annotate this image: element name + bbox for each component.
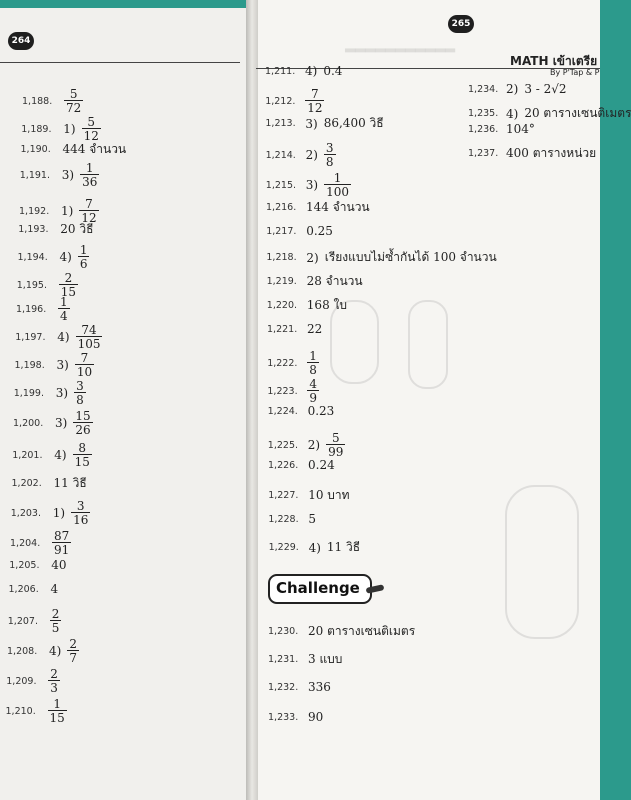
answer-choice: 4) xyxy=(57,330,70,344)
answer-number: 1,232. xyxy=(268,681,299,693)
fraction xyxy=(326,432,345,458)
fraction xyxy=(307,350,319,376)
answer-text: 336 xyxy=(308,680,331,694)
answer-text: 20 ตารางเซนติเมตร xyxy=(308,624,416,638)
answer-number: 1,207. xyxy=(7,615,38,627)
answer-number: 1,213. xyxy=(265,118,296,129)
answer-text: 0.24 xyxy=(308,458,335,472)
denominator: 26 xyxy=(75,423,91,437)
answer-value xyxy=(307,322,322,336)
fraction xyxy=(78,244,90,270)
numerator: 7 xyxy=(311,87,319,101)
book-gutter xyxy=(246,0,258,800)
header-subtitle: By P'Tap & P xyxy=(550,68,600,77)
challenge-banner xyxy=(268,574,372,604)
denominator: 36 xyxy=(82,175,98,189)
answer-choice: 4) xyxy=(49,644,62,658)
answer-value xyxy=(55,410,93,436)
answer-value xyxy=(54,442,92,468)
answer-text: 86,400 วิธี xyxy=(323,116,384,130)
numerator: 74 xyxy=(81,323,97,337)
answer-value xyxy=(506,104,631,123)
fraction xyxy=(50,608,62,634)
answer-value xyxy=(308,710,323,724)
denominator: 12 xyxy=(83,129,99,143)
answer-text: 20 ตารางเซนติเมตร xyxy=(524,106,631,120)
answer-number: 1,195. xyxy=(16,279,47,291)
answer-value xyxy=(307,350,319,376)
numerator: 1 xyxy=(333,171,342,185)
answer-value xyxy=(57,324,102,350)
answer-row xyxy=(11,500,91,526)
answer-choice: 1) xyxy=(61,204,74,218)
numerator: 2 xyxy=(64,271,73,285)
answer-row xyxy=(18,244,90,270)
fraction xyxy=(76,324,103,350)
answer-number: 1,196. xyxy=(16,303,47,315)
numerator: 7 xyxy=(85,197,93,211)
denominator: 12 xyxy=(307,101,323,115)
answer-text: 10 บาท xyxy=(308,488,350,502)
fraction xyxy=(74,380,86,406)
answer-row xyxy=(267,378,319,404)
answer-choice: 2) xyxy=(506,82,519,96)
answer-value xyxy=(58,296,70,322)
answer-value xyxy=(63,116,101,142)
answer-value xyxy=(309,538,360,557)
answer-value xyxy=(308,680,331,694)
challenge-answer-row xyxy=(268,710,323,724)
answer-number: 1,191. xyxy=(19,169,50,181)
answer-number: 1,231. xyxy=(268,654,299,665)
answer-value xyxy=(306,248,496,267)
answer-text: 4 xyxy=(50,582,59,596)
answer-value xyxy=(308,404,335,418)
side-answer-row xyxy=(468,122,535,136)
answer-row xyxy=(269,538,360,557)
answer-number: 1,214. xyxy=(265,149,296,161)
answer-row xyxy=(267,296,347,315)
answer-value xyxy=(57,352,95,378)
challenge-answer-row xyxy=(268,650,342,669)
numerator: 1 xyxy=(60,295,68,309)
answer-number: 1,212. xyxy=(265,95,296,107)
answer-row xyxy=(8,608,62,634)
answer-text: 0.23 xyxy=(307,404,335,418)
answer-number: 1,237. xyxy=(468,148,499,159)
denominator: 4 xyxy=(60,309,68,323)
answer-value xyxy=(506,144,596,163)
answer-choice: 4) xyxy=(305,64,318,78)
numerator: 1 xyxy=(309,349,317,363)
numerator: 5 xyxy=(87,115,96,129)
answer-number: 1,203. xyxy=(10,507,41,519)
answer-choice: 2) xyxy=(306,250,319,265)
answer-row xyxy=(20,162,100,188)
answer-number: 1,227. xyxy=(268,490,299,501)
answer-number: 1,210. xyxy=(5,705,36,717)
fraction xyxy=(64,88,83,114)
answer-value xyxy=(62,162,100,188)
answer-value xyxy=(51,582,59,596)
cartoon-sketch-ninja xyxy=(505,485,579,639)
answer-row xyxy=(267,350,319,376)
show-through-text: ▂▂▂▂▂▂▂▂▂▂▂ xyxy=(345,38,455,53)
answer-number: 1,233. xyxy=(268,711,299,723)
side-answer-row xyxy=(468,82,567,96)
denominator: 100 xyxy=(326,185,350,199)
answer-text: เรียงแบบไม่ซ้ำกันได้ 100 จำนวน xyxy=(324,250,497,264)
answer-number: 1,220. xyxy=(266,300,298,311)
answer-row xyxy=(268,432,346,458)
denominator: 10 xyxy=(76,365,93,379)
answer-row xyxy=(12,442,92,468)
answer-row xyxy=(265,64,342,78)
answer-number: 1,217. xyxy=(266,225,297,237)
answer-number: 1,208. xyxy=(7,645,38,657)
answer-number: 1,209. xyxy=(6,675,37,687)
answer-choice: 1) xyxy=(52,506,66,520)
answer-value xyxy=(305,88,324,114)
answer-row xyxy=(7,638,79,664)
answer-row xyxy=(15,352,95,378)
fraction xyxy=(75,352,94,378)
numerator: 2 xyxy=(69,637,77,651)
answer-text: 144 จำนวน xyxy=(306,200,370,214)
answer-value xyxy=(506,122,535,136)
answer-row xyxy=(9,582,59,596)
challenge-answer-row xyxy=(268,680,331,694)
answer-number: 1,219. xyxy=(266,276,297,287)
answer-text: 5 xyxy=(308,512,317,526)
answer-choice: 1) xyxy=(63,122,76,136)
denominator: 72 xyxy=(66,101,82,115)
answer-number: 1,225. xyxy=(267,439,299,451)
answer-text: 0.4 xyxy=(323,64,343,78)
answer-row xyxy=(266,142,336,168)
numerator: 2 xyxy=(51,607,60,621)
fraction xyxy=(48,698,67,724)
answer-number: 1,194. xyxy=(17,251,48,263)
answer-row xyxy=(22,88,83,114)
answer-value xyxy=(53,500,91,526)
right-page-number: 265 xyxy=(448,15,474,33)
answer-choice: 4) xyxy=(506,106,519,121)
answer-row xyxy=(21,140,127,159)
answer-row xyxy=(14,380,86,406)
answer-value xyxy=(51,558,66,572)
answer-choice: 3) xyxy=(56,358,69,372)
numerator: 5 xyxy=(69,87,78,101)
answer-value xyxy=(56,380,86,406)
answer-number: 1,204. xyxy=(10,537,41,549)
answer-number: 1,205. xyxy=(9,559,40,571)
answer-text: 0.25 xyxy=(306,224,333,238)
answer-row xyxy=(268,404,335,418)
numerator: 15 xyxy=(75,409,91,423)
fraction xyxy=(52,530,71,556)
answer-row xyxy=(17,272,78,298)
fraction xyxy=(305,88,324,114)
answer-choice: 3) xyxy=(305,116,318,131)
denominator: 99 xyxy=(328,445,344,459)
numerator: 1 xyxy=(79,243,88,257)
answer-value xyxy=(50,608,62,634)
answer-row xyxy=(266,172,351,198)
answer-number: 1,236. xyxy=(468,123,499,135)
answer-value xyxy=(308,650,342,669)
answer-text: 168 ใบ xyxy=(306,298,347,312)
answer-row xyxy=(265,114,383,133)
answer-number: 1,200. xyxy=(13,417,44,429)
answer-text: 22 xyxy=(307,322,323,336)
answer-row xyxy=(18,220,93,239)
answer-number: 1,230. xyxy=(268,626,299,637)
answer-row xyxy=(16,296,70,322)
fraction xyxy=(67,638,79,664)
answer-row xyxy=(15,324,102,350)
answer-number: 1,229. xyxy=(268,542,299,553)
answer-row xyxy=(266,224,333,238)
answer-number: 1,234. xyxy=(468,83,499,95)
answer-text: 400 ตารางหน่วย xyxy=(506,146,597,160)
numerator: 3 xyxy=(325,141,334,155)
answer-row xyxy=(265,88,324,114)
cartoon-sketch-right xyxy=(408,300,448,389)
answer-number: 1,224. xyxy=(267,405,298,417)
answer-value xyxy=(305,114,383,133)
denominator: 15 xyxy=(49,711,65,725)
fraction xyxy=(58,296,70,322)
answer-number: 1,211. xyxy=(265,65,296,77)
answer-number: 1,226. xyxy=(268,459,299,471)
answer-value xyxy=(306,198,370,217)
answer-number: 1,201. xyxy=(12,449,43,461)
answer-row xyxy=(268,486,349,505)
answer-number: 1,235. xyxy=(468,108,499,119)
denominator: 105 xyxy=(77,337,101,351)
answer-row xyxy=(6,668,60,694)
answer-row xyxy=(13,410,93,436)
answer-value xyxy=(308,432,346,458)
numerator: 87 xyxy=(54,529,70,543)
denominator: 8 xyxy=(325,155,334,169)
answer-row xyxy=(12,474,87,493)
answer-row xyxy=(21,116,101,142)
answer-value xyxy=(54,474,87,493)
denominator: 12 xyxy=(81,211,97,225)
fraction xyxy=(73,442,92,468)
answer-row xyxy=(266,198,370,217)
answer-number: 1,222. xyxy=(267,357,298,369)
answer-number: 1,228. xyxy=(268,513,299,525)
numerator: 4 xyxy=(309,377,318,391)
numerator: 2 xyxy=(50,667,58,681)
answer-row xyxy=(268,458,335,472)
answer-choice: 3) xyxy=(305,178,319,192)
numerator: 8 xyxy=(78,441,87,455)
answer-value xyxy=(49,638,79,664)
fraction xyxy=(71,500,90,526)
answer-text: 104° xyxy=(506,122,535,136)
answer-text: 11 วิธี xyxy=(326,540,361,554)
answer-value xyxy=(306,172,351,198)
denominator: 16 xyxy=(73,513,89,527)
answer-text: 20 วิธี xyxy=(60,222,94,236)
answer-number: 1,197. xyxy=(15,331,46,343)
answer-value xyxy=(64,88,83,114)
numerator: 5 xyxy=(331,431,340,445)
answer-value xyxy=(308,458,335,472)
challenge-answer-row xyxy=(268,622,415,641)
numerator: 3 xyxy=(76,379,84,393)
answer-number: 1,221. xyxy=(267,323,298,335)
denominator: 5 xyxy=(51,621,60,635)
header-title: MATH เข้าเตรีย xyxy=(510,54,598,68)
answer-number: 1,190. xyxy=(20,144,51,155)
answer-value xyxy=(60,220,93,239)
answer-row xyxy=(10,530,71,556)
answer-value xyxy=(307,378,319,404)
answer-value xyxy=(308,486,349,505)
denominator: 3 xyxy=(50,681,58,695)
answer-choice: 2) xyxy=(307,438,321,452)
answer-value xyxy=(307,272,363,291)
answer-number: 1,188. xyxy=(22,95,53,107)
fraction xyxy=(48,668,60,694)
fraction xyxy=(73,410,92,436)
denominator: 6 xyxy=(79,257,88,271)
fraction xyxy=(307,378,319,404)
answer-value xyxy=(63,140,127,159)
denominator: 91 xyxy=(54,543,70,557)
answer-value xyxy=(48,698,67,724)
answer-text: 3 แบบ xyxy=(308,652,343,666)
answer-choice: 3) xyxy=(61,168,75,182)
numerator: 1 xyxy=(85,161,94,175)
answer-number: 1,202. xyxy=(11,478,42,489)
answer-choice: 4) xyxy=(54,448,67,462)
answer-number: 1,215. xyxy=(265,179,297,191)
answer-row xyxy=(266,248,496,267)
side-answer-row xyxy=(468,104,631,123)
answer-number: 1,189. xyxy=(21,123,52,135)
answer-value xyxy=(308,622,415,641)
left-page-number: 264 xyxy=(8,32,34,50)
answer-number: 1,193. xyxy=(18,224,49,235)
side-answer-row xyxy=(468,144,596,163)
answer-number: 1,218. xyxy=(266,252,297,263)
denominator: 7 xyxy=(69,651,77,665)
answer-value xyxy=(306,142,336,168)
answer-choice: 4) xyxy=(59,250,72,264)
answer-value xyxy=(307,296,347,315)
challenge-label: Challenge xyxy=(276,579,360,597)
denominator: 15 xyxy=(74,455,90,469)
fraction xyxy=(80,162,99,188)
answer-row xyxy=(9,558,66,572)
answer-value xyxy=(305,64,342,78)
answer-text: 3 - 2√2 xyxy=(524,82,567,96)
answer-text: 11 วิธี xyxy=(53,476,87,490)
answer-text: 28 จำนวน xyxy=(306,274,363,288)
answer-value xyxy=(52,530,71,556)
denominator: 9 xyxy=(309,391,318,405)
answer-text: 444 จำนวน xyxy=(62,142,127,156)
answer-choice: 3) xyxy=(55,386,69,400)
answer-value xyxy=(306,224,333,238)
denominator: 8 xyxy=(309,363,317,377)
answer-number: 1,206. xyxy=(8,583,39,595)
answer-number: 1,199. xyxy=(13,387,44,399)
answer-row xyxy=(268,512,316,526)
numerator: 7 xyxy=(80,351,89,365)
answer-number: 1,216. xyxy=(266,202,297,213)
denominator: 8 xyxy=(76,393,84,407)
denominator: 15 xyxy=(60,285,77,299)
answer-choice: 2) xyxy=(305,148,318,162)
answer-value xyxy=(60,244,90,270)
answer-number: 1,192. xyxy=(19,205,50,217)
numerator: 1 xyxy=(53,697,61,711)
answer-value xyxy=(308,512,316,526)
answer-row xyxy=(267,272,363,291)
numerator: 3 xyxy=(76,499,85,513)
fraction xyxy=(324,142,336,168)
answer-row xyxy=(6,698,67,724)
answer-row xyxy=(267,322,322,336)
answer-choice: 4) xyxy=(308,540,321,555)
answer-text: 90 xyxy=(308,710,324,724)
answer-value xyxy=(506,82,567,96)
answer-value xyxy=(48,668,60,694)
answer-choice: 3) xyxy=(55,416,68,430)
answer-number: 1,198. xyxy=(14,359,45,371)
answer-number: 1,223. xyxy=(267,385,298,397)
left-header-rule xyxy=(0,62,240,63)
answer-text: 40 xyxy=(51,558,67,572)
fraction xyxy=(324,172,351,198)
fraction xyxy=(82,116,101,142)
